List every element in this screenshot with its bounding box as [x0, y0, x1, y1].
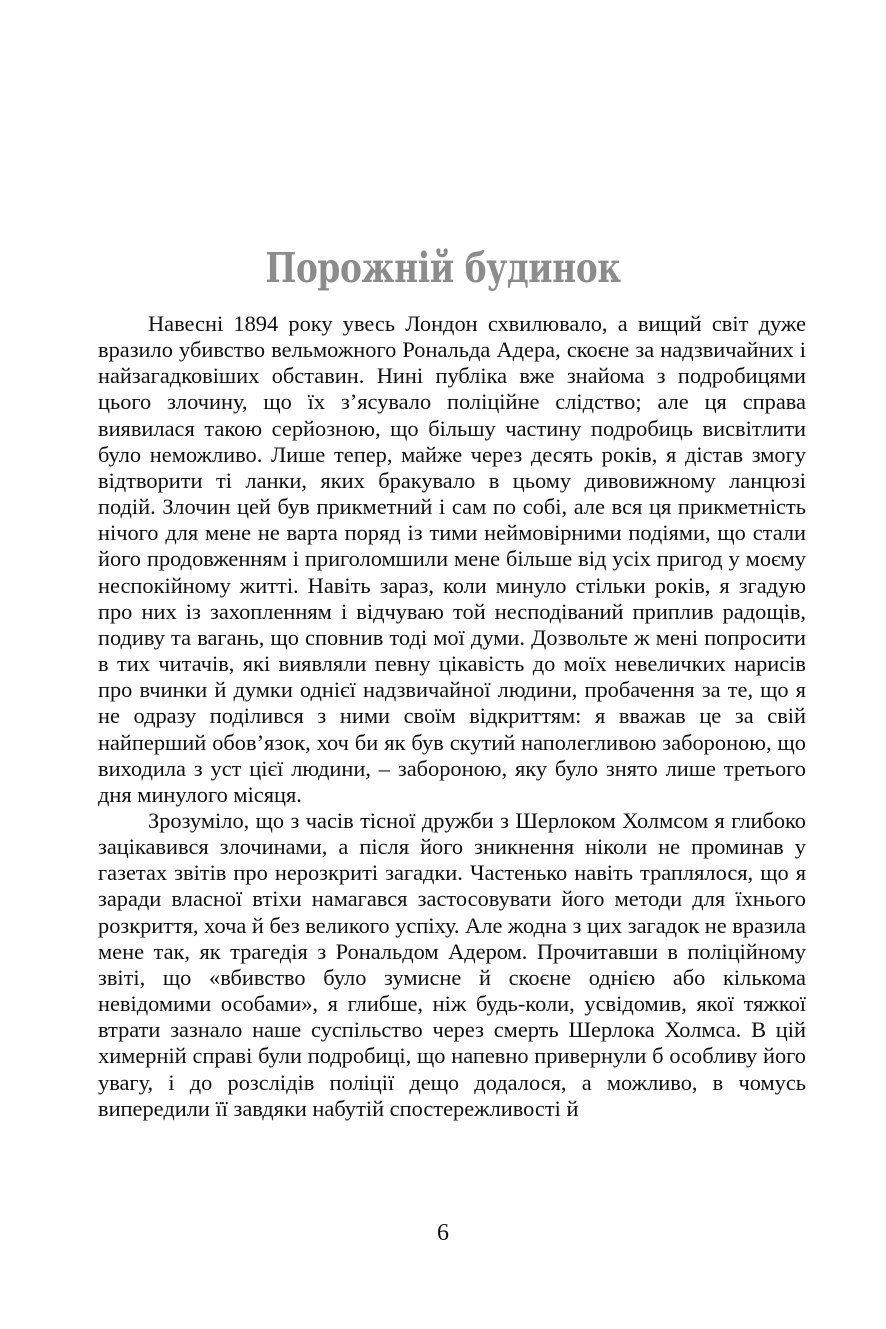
body-paragraph-1: Навесні 1894 року увесь Лондон схвилювало, а вищий світ дуже вразило убивство вельможного Рональда Адера, скоєне за надзвичайних і найзагадковіших обставин. Нині публіка вже знайома з подробицями цього злочину, що їх з’ясувало поліційне слідство; але ця справа виявилася такою серйозною, що більшу частину подробиць висвітлити було неможливо. Лише тепер, майже через десять років, я дістав змогу відтворити ті ланки, яких бракувало в цьому дивовижному ланцюзі подій. Злочин цей був прикметний і сам по собі, але вся ця прикметність нічого для мене не варта поряд із тими неймовірними подіями, що стали його продовженням і приголомшили мене більше від усіх пригод у моєму неспокійному житті. Навіть зараз, коли минуло стільки років, я згадую про них із захопленням і відчуваю той несподіваний приплив радощів, подиву та вагань, що сповнив тоді мої думи. Дозвольте ж мені попросити в тих читачів, які виявляли певну цікавість до моїх невеличких нарисів про вчинки й думки однієї надзвичайної людини, пробачення за те, що я не одразу поділився з ними своїм відкриттям: я вважав це за свій найперший обов’язок, хоч би як був скутий наполегливою забороною, що виходила з уст цієї людини, – забороною, яку було знято лише третього дня минулого місяця. [98, 311, 806, 807]
body-paragraph-2: Зрозуміло, що з часів тісної дружби з Шерлоком Холмсом я глибоко зацікавився злочинами, а після його зникнення ніколи не проминав у газетах звітів про нерозкриті загадки. Частенько навіть траплялося, що я заради власної втіхи намагався застосовувати його методи для їхнього розкриття, хоча й без великого успіху. Але жодна з цих загадок не вразила мене так, як трагедія з Рональдом Адером. Прочитавши в поліційному звіті, що «вбивство було зумисне й скоєне однією або кількома невідомими особами», я глибше, ніж будь-коли, усвідомив, якої тяжкої втрати зазнало наше суспільство через смерть Шерлока Холмса. В цій химерній справі були подробиці, що напевно привернули б особливу його увагу, і до розслідів поліції дещо додалося, а можливо, в чомусь випередили її завдяки набутій спостережливості й [98, 807, 806, 1121]
chapter-title: Порожній будинок [265, 244, 621, 292]
page-number: 6 [437, 1220, 449, 1246]
body-text-column [98, 311, 806, 1122]
